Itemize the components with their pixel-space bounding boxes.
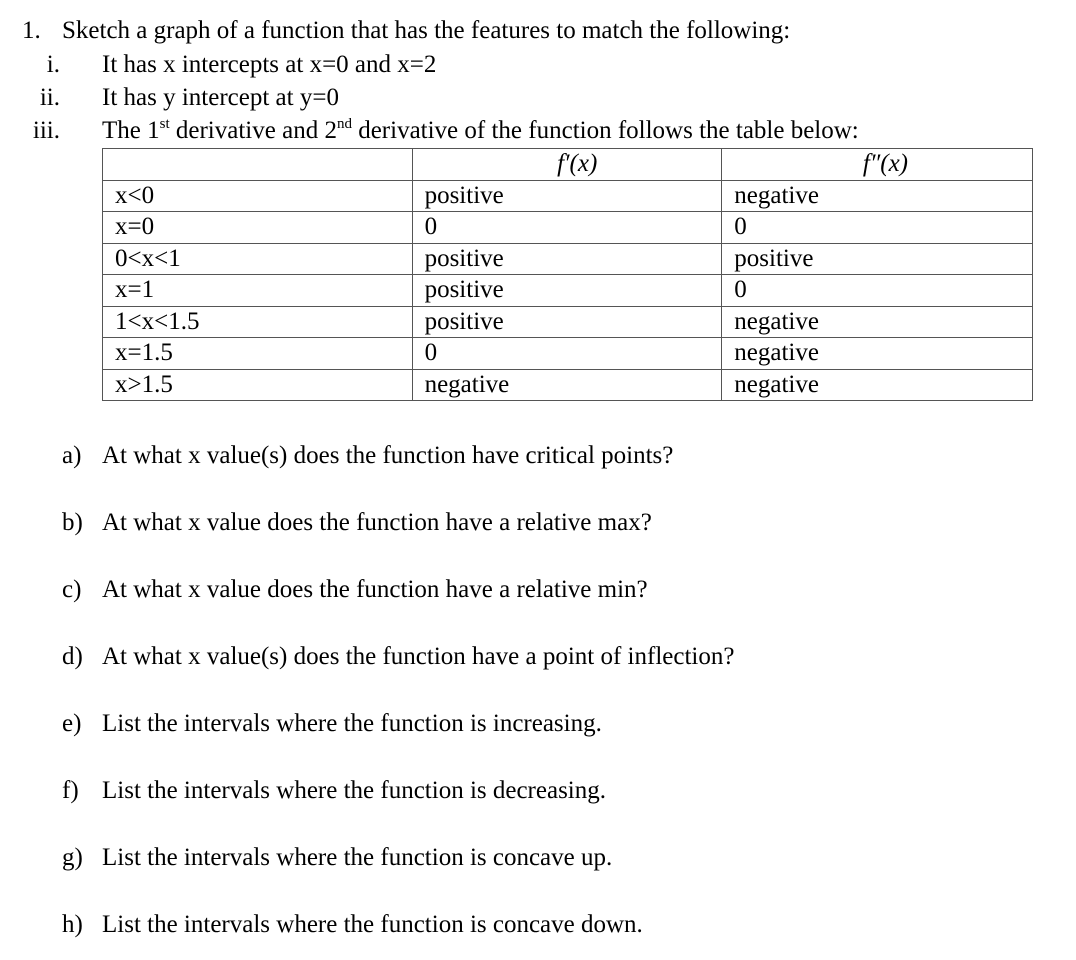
second-derivative-cell: negative (722, 306, 1033, 338)
question-text: At what x value does the function have a relative min? (102, 576, 648, 603)
first-derivative-cell: positive (412, 275, 722, 307)
problem-heading (22, 16, 790, 46)
question-text: List the intervals where the function is concave down. (102, 911, 643, 938)
question-f (62, 776, 606, 806)
question-g (62, 843, 612, 873)
question-letter: c) (62, 576, 82, 603)
interval-cell: 0<x<1 (103, 243, 413, 275)
second-derivative-cell: positive (722, 243, 1033, 275)
question-letter: g) (62, 844, 83, 871)
interval-cell: x=0 (103, 212, 413, 244)
question-letter: b) (62, 509, 83, 536)
first-derivative-cell: positive (412, 243, 722, 275)
table-row (103, 212, 1033, 244)
interval-cell: x=1.5 (103, 338, 413, 370)
question-text: At what x value(s) does the function have critical points? (102, 442, 674, 469)
first-derivative-cell: positive (412, 306, 722, 338)
question-letter: d) (62, 643, 83, 670)
second-derivative-cell: negative (722, 180, 1033, 212)
table-row (103, 369, 1033, 401)
question-h (62, 910, 643, 940)
first-derivative-cell: 0 (412, 212, 722, 244)
derivative-table (102, 148, 1033, 401)
question-a (62, 441, 673, 471)
condition-numeral: i. (46, 51, 60, 78)
question-text: List the intervals where the function is decreasing. (102, 777, 607, 804)
second-derivative-cell: 0 (722, 275, 1033, 307)
question-letter: h) (62, 911, 83, 938)
question-text: At what x value does the function have a relative max? (102, 509, 652, 536)
question-letter: e) (62, 710, 82, 737)
interval-cell: 1<x<1.5 (103, 306, 413, 338)
second-derivative-cell: 0 (722, 212, 1033, 244)
condition-numeral: ii. (39, 84, 60, 111)
question-text: At what x value(s) does the function have a point of inflection? (102, 643, 735, 670)
question-letter: a) (62, 442, 82, 469)
question-e (62, 709, 602, 739)
first-derivative-cell: positive (412, 180, 722, 212)
problem-number: 1. (22, 17, 41, 44)
table-row (103, 275, 1033, 307)
problem-prompt: Sketch a graph of a function that has the features to match the following: (62, 17, 791, 44)
interval-cell: x<0 (103, 180, 413, 212)
first-derivative-cell: 0 (412, 338, 722, 370)
table-row (103, 306, 1033, 338)
second-derivative-cell: negative (722, 338, 1033, 370)
condition-numeral: iii. (32, 117, 60, 144)
interval-cell: x=1 (103, 275, 413, 307)
first-derivative-cell: negative (412, 369, 722, 401)
condition-text: The 1st derivative and 2nd derivative of the function follows the table below: (102, 116, 859, 144)
condition-text: It has x intercepts at x=0 and x=2 (102, 51, 437, 78)
question-c (62, 575, 648, 605)
table-header-first-derivative: f′(x) (412, 149, 722, 181)
question-text: List the intervals where the function is increasing. (102, 710, 602, 737)
question-letter: f) (62, 777, 79, 804)
question-b (62, 508, 652, 538)
table-header-row (103, 149, 1033, 181)
table-row (103, 180, 1033, 212)
table-header-second-derivative: f″(x) (722, 149, 1033, 181)
table-row (103, 243, 1033, 275)
question-d (62, 642, 734, 672)
interval-cell: x>1.5 (103, 369, 413, 401)
condition-text: It has y intercept at y=0 (102, 84, 339, 111)
question-text: List the intervals where the function is concave up. (102, 844, 613, 871)
second-derivative-cell: negative (722, 369, 1033, 401)
table-header-blank (103, 149, 413, 181)
table-row (103, 338, 1033, 370)
